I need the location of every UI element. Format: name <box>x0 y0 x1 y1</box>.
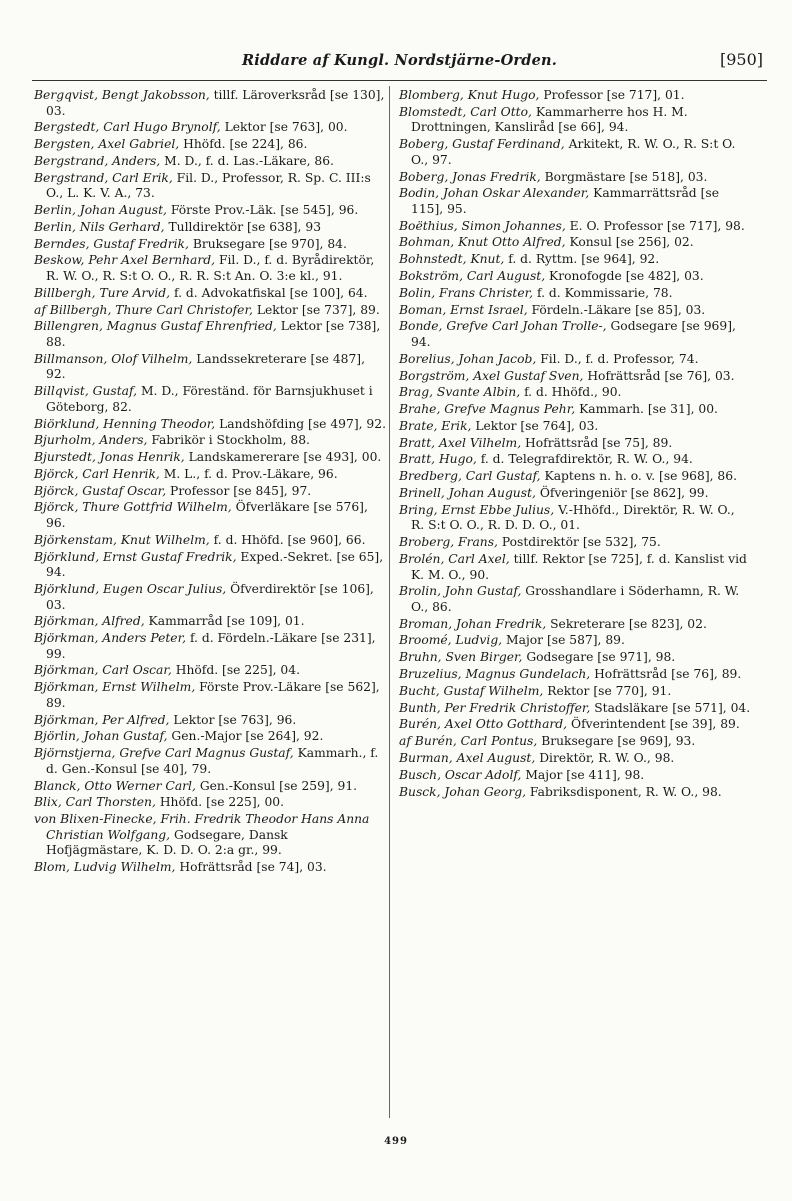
entry-details: f. d. Ryttm. [se 964], 92. <box>508 252 660 267</box>
entry-details: Landshöfding [se 497], 92. <box>219 416 386 431</box>
entry-details: Fil. D., f. d. Professor, 74. <box>540 351 699 366</box>
register-entry <box>399 352 751 368</box>
entry-details: Lektor [se 764], 03. <box>475 418 599 433</box>
register-entry <box>34 450 386 466</box>
entry-name: Björkenstam, Knut Wilhelm, <box>34 532 210 547</box>
entry-name: Boman, Ernst Israel, <box>399 302 528 317</box>
register-entry <box>34 729 386 745</box>
register-entry <box>34 582 386 613</box>
register-entry <box>34 746 386 777</box>
register-entry <box>34 352 386 383</box>
entry-name: Brolén, Carl Axel, <box>399 551 510 566</box>
entry-details: Hhöfd. [se 225], 00. <box>159 795 285 810</box>
entry-details: Direktör, R. W. O., 98. <box>539 750 675 765</box>
entry-name: Björkman, Anders Peter, <box>34 631 187 646</box>
register-entry <box>399 768 751 784</box>
page-footer-number: 499 <box>384 1136 408 1147</box>
entry-details: Landskamererare [se 493], 00. <box>188 450 382 465</box>
entry-details: Grosshandlare i Söderhamn, R. W. O., 86. <box>411 584 740 614</box>
entry-name: Bolin, Frans Christer, <box>399 285 534 300</box>
entry-name: Berlin, Johan August, <box>34 203 167 218</box>
register-entry <box>34 860 386 876</box>
register-entry <box>399 617 751 633</box>
entry-name: Busck, Johan Georg, <box>399 784 526 799</box>
entry-details: Förste Prov.-Läkare [se 562], 89. <box>46 680 380 710</box>
register-entry <box>34 203 386 219</box>
register-entry <box>34 237 386 253</box>
entry-name: Blix, Carl Thorsten, <box>34 795 156 810</box>
entry-details: Professor [se 845], 97. <box>170 483 312 498</box>
register-entry <box>399 303 751 319</box>
entry-name: Blanck, Otto Werner Carl, <box>34 778 196 793</box>
register-entry <box>399 667 751 683</box>
entry-details: Postdirektör [se 532], 75. <box>501 535 661 550</box>
entry-name: Björnstjerna, Grefve Carl Magnus Gustaf, <box>34 746 294 761</box>
entry-name: Björck, Thure Gottfrid Wilhelm, <box>34 500 232 515</box>
entry-details: Öfverintendent [se 39], 89. <box>571 717 740 732</box>
register-entry <box>34 286 386 302</box>
register-entry <box>399 269 751 285</box>
entry-name: Berlin, Nils Gerhard, <box>34 219 165 234</box>
register-entry <box>399 684 751 700</box>
register-entry <box>399 751 751 767</box>
entry-name: Bruhn, Sven Birger, <box>399 650 523 665</box>
register-entry <box>399 584 751 615</box>
register-entry <box>399 419 751 435</box>
entry-name: af Billbergh, Thure Carl Christofer, <box>34 302 253 317</box>
entry-details: Lektor [se 738], 88. <box>46 319 381 349</box>
column-divider <box>389 86 390 1118</box>
entry-details: Godsegare [se 971], 98. <box>526 650 676 665</box>
register-entry <box>34 795 386 811</box>
entry-details: E. O. Professor [se 717], 98. <box>569 218 745 233</box>
register-entry <box>399 436 751 452</box>
entry-name: af Burén, Carl Pontus, <box>399 734 538 749</box>
entry-name: Bergqvist, Bengt Jakobsson, <box>34 88 210 102</box>
register-entry <box>399 535 751 551</box>
register-entry <box>399 186 751 217</box>
entry-details: f. d. Hhöfd. [se 960], 66. <box>213 532 366 547</box>
entry-details: Bruksegare [se 970], 84. <box>192 236 347 251</box>
running-title: Riddare af Kungl. Nordstjärne-Orden. <box>242 52 557 69</box>
register-entry <box>34 663 386 679</box>
entry-details: Stadsläkare [se 571], 04. <box>594 700 751 715</box>
entry-name: Boberg, Jonas Fredrik, <box>399 169 541 184</box>
entry-details: M. D., Föreständ. för Barnsjukhuset i Göteborg, 82. <box>46 384 373 414</box>
register-entry <box>399 319 751 350</box>
entry-details: Hofrättsråd [se 75], 89. <box>525 435 673 450</box>
entry-details: Lektor [se 763], 96. <box>173 712 297 727</box>
entry-name: Björkman, Alfred, <box>34 614 145 629</box>
register-entry <box>34 433 386 449</box>
register-entry <box>399 486 751 502</box>
register-entry <box>399 452 751 468</box>
register-entry <box>34 812 386 859</box>
entry-name: Björlin, Johan Gustaf, <box>34 729 168 744</box>
register-entry <box>34 417 386 433</box>
entry-name: Borelius, Johan Jacob, <box>399 351 537 366</box>
entry-name: Brag, Svante Albin, <box>399 385 521 400</box>
register-entry <box>34 137 386 153</box>
register-entry <box>399 170 751 186</box>
entry-details: Hofrättsråd [se 74], 03. <box>179 860 327 875</box>
entry-name: Brinell, Johan August, <box>399 486 536 500</box>
entry-name: Björkman, Per Alfred, <box>34 712 170 727</box>
entry-name: Bratt, Axel Vilhelm, <box>399 435 522 450</box>
entry-details: f. d. Advokatfiskal [se 100], 64. <box>174 285 368 300</box>
entry-details: f. d. Hhöfd., 90. <box>524 385 622 400</box>
page-header <box>32 48 767 74</box>
entry-details: Fördeln.-Läkare [se 85], 03. <box>531 302 706 317</box>
entry-details: Godsegare [se 969], 94. <box>411 319 736 349</box>
entry-name: Björck, Gustaf Oscar, <box>34 483 167 498</box>
register-entry <box>399 717 751 733</box>
right-column <box>399 88 751 801</box>
entry-details: Hofrättsråd [se 76], 03. <box>587 368 735 383</box>
entry-details: Landssekreterare [se 487], 92. <box>46 351 365 382</box>
register-entry <box>34 171 386 202</box>
entry-name: Björklund, Ernst Gustaf Fredrik, <box>34 549 237 564</box>
entry-name: Bring, Ernst Ebbe Julius, <box>399 502 555 517</box>
entry-name: Bredberg, Carl Gustaf, <box>399 469 541 484</box>
entry-name: Björklund, Eugen Oscar Julius, <box>34 581 227 596</box>
entry-details: Hhöfd. [se 224], 86. <box>183 137 308 152</box>
register-entry <box>34 154 386 170</box>
entry-details: f. d. Kommissarie, 78. <box>536 285 673 300</box>
header-rule <box>32 80 767 81</box>
entry-details: Kammarråd [se 109], 01. <box>148 614 305 629</box>
register-entry <box>34 484 386 500</box>
entry-name: von Blixen-Finecke, Frih. Fredrik Theodor Hans Anna Christian Wolfgang, <box>34 812 370 842</box>
entry-details: tillf. Läroverksråd [se 130], 03. <box>46 88 385 118</box>
entry-name: Bonde, Grefve Carl Johan Trolle-, <box>399 319 607 334</box>
register-entry <box>34 500 386 531</box>
register-entry <box>34 713 386 729</box>
entry-details: Borgmästare [se 518], 03. <box>544 169 708 184</box>
entry-name: Bucht, Gustaf Wilhelm, <box>399 683 544 698</box>
register-entry <box>399 633 751 649</box>
entry-name: Billengren, Magnus Gustaf Ehrenfried, <box>34 319 277 334</box>
entry-details: Förste Prov.-Läk. [se 545], 96. <box>170 203 359 218</box>
register-entry <box>399 469 751 485</box>
entry-name: Brolin, John Gustaf, <box>399 584 522 599</box>
entry-details: Tulldirektör [se 638], 93 <box>168 219 322 234</box>
register-entry <box>399 503 751 534</box>
register-entry <box>399 785 751 801</box>
entry-details: Fabriksdisponent, R. W. O., 98. <box>529 784 722 799</box>
entry-name: Bjurholm, Anders, <box>34 433 148 448</box>
entry-details: Konsul [se 256], 02. <box>569 235 694 250</box>
entry-name: Blomberg, Knut Hugo, <box>399 88 540 102</box>
entry-name: Björkman, Carl Oscar, <box>34 663 172 678</box>
entry-name: Billmanson, Olof Vilhelm, <box>34 351 193 366</box>
register-entry <box>34 88 386 119</box>
register-entry <box>34 303 386 319</box>
entry-details: Exped.-Sekret. [se 65], 94. <box>46 549 384 580</box>
entry-details: Rektor [se 770], 91. <box>547 683 672 698</box>
entry-details: Hhöfd. [se 225], 04. <box>175 663 300 678</box>
entry-name: Billbergh, Ture Arvid, <box>34 285 171 300</box>
entry-name: Billqvist, Gustaf, <box>34 384 138 399</box>
register-entry <box>34 533 386 549</box>
entry-details: M. D., f. d. Las.-Läkare, 86. <box>164 153 334 168</box>
register-entry <box>34 253 386 284</box>
entry-details: Kammarrättsråd [se 115], 95. <box>411 186 719 216</box>
entry-name: Bokström, Carl August, <box>399 269 546 284</box>
entry-name: Bunth, Per Fredrik Christoffer, <box>399 700 591 715</box>
entry-name: Borgström, Axel Gustaf Sven, <box>399 368 584 383</box>
entry-details: f. d. Fördeln.-Läkare [se 231], 99. <box>46 631 376 661</box>
entry-details: Gen.-Major [se 264], 92. <box>171 729 324 744</box>
register-entry <box>399 701 751 717</box>
entry-name: Blom, Ludvig Wilhelm, <box>34 860 176 875</box>
register-entry <box>399 235 751 251</box>
register-entry <box>399 286 751 302</box>
register-entry <box>399 137 751 168</box>
left-column <box>34 88 386 877</box>
entry-name: Blomstedt, Carl Otto, <box>399 104 532 119</box>
entry-details: Öfverläkare [se 576], 96. <box>46 500 368 530</box>
entry-details: Major [se 587], 89. <box>506 633 625 648</box>
register-entry <box>399 369 751 385</box>
entry-name: Boëthius, Simon Johannes, <box>399 218 566 233</box>
register-entry <box>34 631 386 662</box>
entry-name: Bratt, Hugo, <box>399 452 477 467</box>
entry-details: Öfveringeniör [se 862], 99. <box>539 486 709 500</box>
entry-name: Burén, Axel Otto Gotthard, <box>399 717 568 732</box>
register-entry <box>34 120 386 136</box>
entry-name: Bergstedt, Carl Hugo Brynolf, <box>34 120 221 135</box>
register-entry <box>34 220 386 236</box>
entry-name: Biörklund, Henning Theodor, <box>34 416 216 431</box>
entry-name: Beskow, Pehr Axel Bernhard, <box>34 253 216 268</box>
entry-details: Kaptens n. h. o. v. [se 968], 86. <box>544 469 737 484</box>
entry-details: Godsegare, Dansk Hofjägmästare, K. D. D. O. 2:a gr., 99. <box>46 827 288 858</box>
entry-name: Bergstrand, Carl Erik, <box>34 170 173 185</box>
register-entry <box>34 319 386 350</box>
entry-name: Bohman, Knut Otto Alfred, <box>399 235 566 250</box>
register-entry <box>34 614 386 630</box>
entry-details: Kammarh. [se 31], 00. <box>579 402 718 417</box>
entry-details: Kronofogde [se 482], 03. <box>549 269 704 284</box>
entry-name: Bergsten, Axel Gabriel, <box>34 137 180 152</box>
entry-name: Björkman, Ernst Wilhelm, <box>34 680 196 695</box>
entry-details: tillf. Rektor [se 725], f. d. Kanslist vid K. M. O., 90. <box>411 551 747 582</box>
entry-details: Fil. D., Professor, R. Sp. C. III:s O., L. K. V. A., 73. <box>46 170 371 201</box>
entry-name: Boberg, Gustaf Ferdinand, <box>399 137 565 152</box>
entry-details: V.-Hhöfd., Direktör, R. W. O., R. S:t O. O., R. D. D. O., 01. <box>411 502 735 533</box>
bracketed-page-number: [950] <box>719 50 763 69</box>
entry-details: Lektor [se 763], 00. <box>224 120 348 135</box>
entry-name: Björck, Carl Henrik, <box>34 466 160 481</box>
register-entry <box>399 88 751 104</box>
entry-name: Broman, Johan Fredrik, <box>399 616 547 631</box>
entry-details: M. L., f. d. Prov.-Läkare, 96. <box>163 466 338 481</box>
register-entry <box>399 650 751 666</box>
entry-name: Burman, Axel August, <box>399 750 536 765</box>
register-entry <box>34 467 386 483</box>
entry-details: Bruksegare [se 969], 93. <box>541 734 696 749</box>
entry-details: Fabrikör i Stockholm, 88. <box>151 433 310 448</box>
register-entry <box>34 384 386 415</box>
entry-name: Bergstrand, Anders, <box>34 153 161 168</box>
entry-details: Sekreterare [se 823], 02. <box>550 616 707 631</box>
entry-details: f. d. Telegrafdirektör, R. W. O., 94. <box>480 452 693 467</box>
entry-name: Broomé, Ludvig, <box>399 633 503 648</box>
entry-details: Professor [se 717], 01. <box>543 88 685 102</box>
entry-name: Berndes, Gustaf Fredrik, <box>34 236 189 251</box>
entry-name: Bjurstedt, Jonas Henrik, <box>34 450 185 465</box>
register-entry <box>34 680 386 711</box>
entry-name: Broberg, Frans, <box>399 535 498 550</box>
register-entry <box>399 734 751 750</box>
entry-name: Bruzelius, Magnus Gundelach, <box>399 667 591 682</box>
register-entry <box>34 550 386 581</box>
register-entry <box>34 779 386 795</box>
entry-details: Fil. D., f. d. Byrådirektör, R. W. O., R. S:t O. O., R. R. S:t An. O. 3:e kl., 91. <box>46 253 375 284</box>
entry-name: Bodin, Johan Oskar Alexander, <box>399 186 590 201</box>
register-entry <box>399 402 751 418</box>
entry-details: Gen.-Konsul [se 259], 91. <box>199 778 358 793</box>
entry-name: Bohnstedt, Knut, <box>399 252 505 267</box>
entry-details: Kammarherre hos H. M. Drottningen, Kansliråd [se 66], 94. <box>411 104 688 135</box>
entry-details: Öfverdirektör [se 106], 03. <box>46 581 374 612</box>
register-entry <box>399 385 751 401</box>
entry-details: Major [se 411], 98. <box>525 767 645 782</box>
register-entry <box>399 552 751 583</box>
register-entry <box>399 219 751 235</box>
entry-name: Busch, Oscar Adolf, <box>399 767 522 782</box>
entry-details: Hofrättsråd [se 76], 89. <box>594 667 742 682</box>
register-entry <box>399 252 751 268</box>
entry-details: Kammarh., f. d. Gen.-Konsul [se 40], 79. <box>46 746 379 776</box>
entry-details: Arkitekt, R. W. O., R. S:t O. O., 97. <box>411 137 736 167</box>
entry-details: Lektor [se 737], 89. <box>256 302 380 317</box>
entry-name: Brahe, Grefve Magnus Pehr, <box>399 402 576 417</box>
entry-name: Brate, Erik, <box>399 418 472 433</box>
register-entry <box>399 105 751 136</box>
